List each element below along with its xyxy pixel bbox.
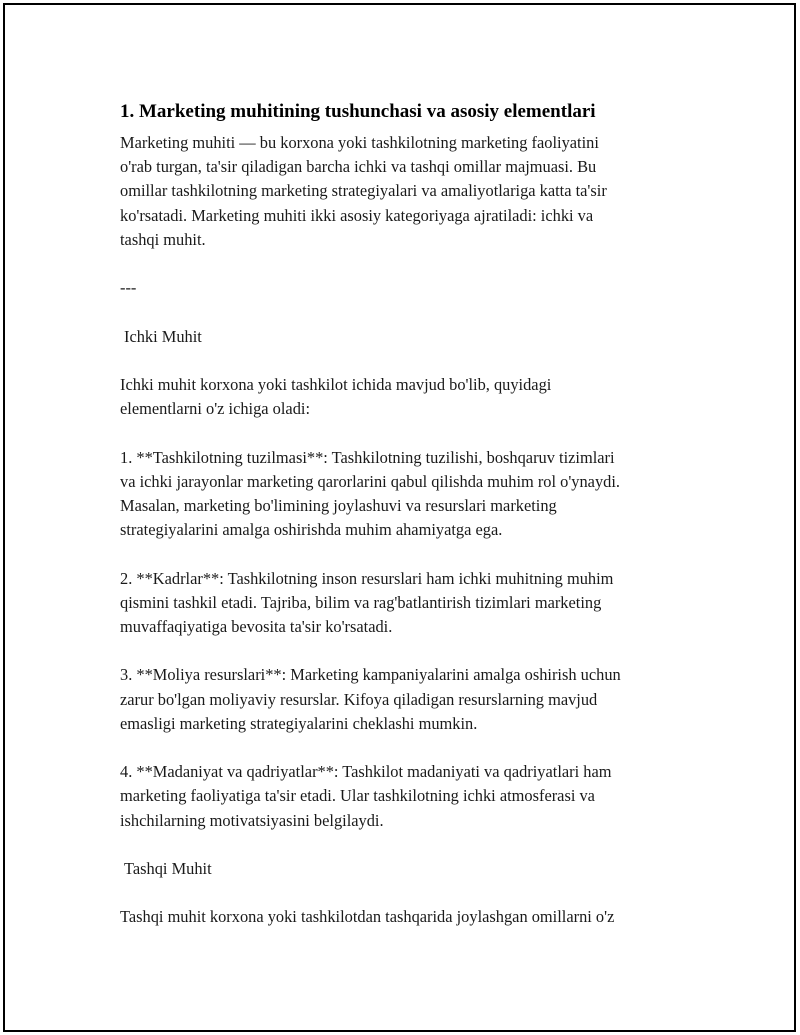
external-environment-title: Tashqi Muhit — [124, 858, 212, 878]
text-line: tashqi muhit. — [120, 229, 206, 249]
text-line: va ichki jarayonlar marketing qarorlarini qabul qilishda muhim rol o'ynaydi. — [120, 471, 621, 491]
document-page — [3, 3, 796, 1032]
text-line: 4. **Madaniyat va qadriyatlar**: Tashkilot madaniyati va qadriyatlari ham — [120, 762, 612, 782]
text-line: 1. **Tashkilotning tuzilmasi**: Tashkilotning tuzilishi, boshqaruv tizimlari — [120, 447, 615, 467]
text-line: o'rab turgan, ta'sir qiladigan barcha ichki va tashqi omillar majmuasi. Bu — [120, 157, 597, 177]
list-item-personnel — [120, 567, 690, 640]
text-line: Tashqi muhit korxona yoki tashkilotdan tashqarida joylashgan omillarni o'z — [120, 907, 615, 927]
document-content — [120, 99, 690, 954]
text-line: zarur bo'lgan moliyaviy resurslar. Kifoya qiladigan resurslarning mavjud — [120, 689, 598, 709]
internal-intro-paragraph — [120, 373, 690, 421]
section-heading: 1. Marketing muhitining tushunchasi va asosiy elementlari — [120, 101, 596, 122]
list-item-culture — [120, 760, 690, 833]
text-line: Marketing muhiti — bu korxona yoki tashkilotning marketing faoliyatini — [120, 133, 599, 152]
text-line: elementlarni o'z ichiga oladi: — [120, 399, 311, 419]
text-line: 2. **Kadrlar**: Tashkilotning inson resurslari ham ichki muhitning muhim — [120, 568, 614, 588]
external-intro-paragraph — [120, 905, 690, 929]
intro-paragraph — [120, 131, 690, 252]
text-line: 3. **Moliya resurslari**: Marketing kampaniyalarini amalga oshirish uchun — [120, 665, 621, 685]
separator: --- — [120, 278, 137, 298]
text-line: Ichki muhit korxona yoki tashkilot ichida mavjud bo'lib, quyidagi — [120, 374, 552, 394]
internal-environment-title: Ichki Muhit — [124, 326, 202, 346]
list-item-structure — [120, 446, 690, 543]
text-line: Masalan, marketing bo'limining joylashuvi va resurslari marketing — [120, 495, 557, 515]
text-line: marketing faoliyatiga ta'sir etadi. Ular tashkilotning ichki atmosferasi va — [120, 786, 595, 806]
text-line: muvaffaqiyatiga bevosita ta'sir ko'rsatadi. — [120, 616, 393, 636]
text-line: ko'rsatadi. Marketing muhiti ikki asosiy kategoriyaga ajratiladi: ichki va — [120, 205, 594, 225]
text-line: ishchilarning motivatsiyasini belgilaydi. — [120, 810, 384, 830]
list-item-finance — [120, 663, 690, 736]
text-line: omillar tashkilotning marketing strategiyalari va amaliyotlariga katta ta'sir — [120, 181, 607, 201]
text-line: qismini tashkil etadi. Tajriba, bilim va rag'batlantirish tizimlari marketing — [120, 592, 602, 612]
text-line: emasligi marketing strategiyalarini cheklashi mumkin. — [120, 713, 478, 733]
text-line: strategiyalarini amalga oshirishda muhim ahamiyatga ega. — [120, 520, 503, 540]
